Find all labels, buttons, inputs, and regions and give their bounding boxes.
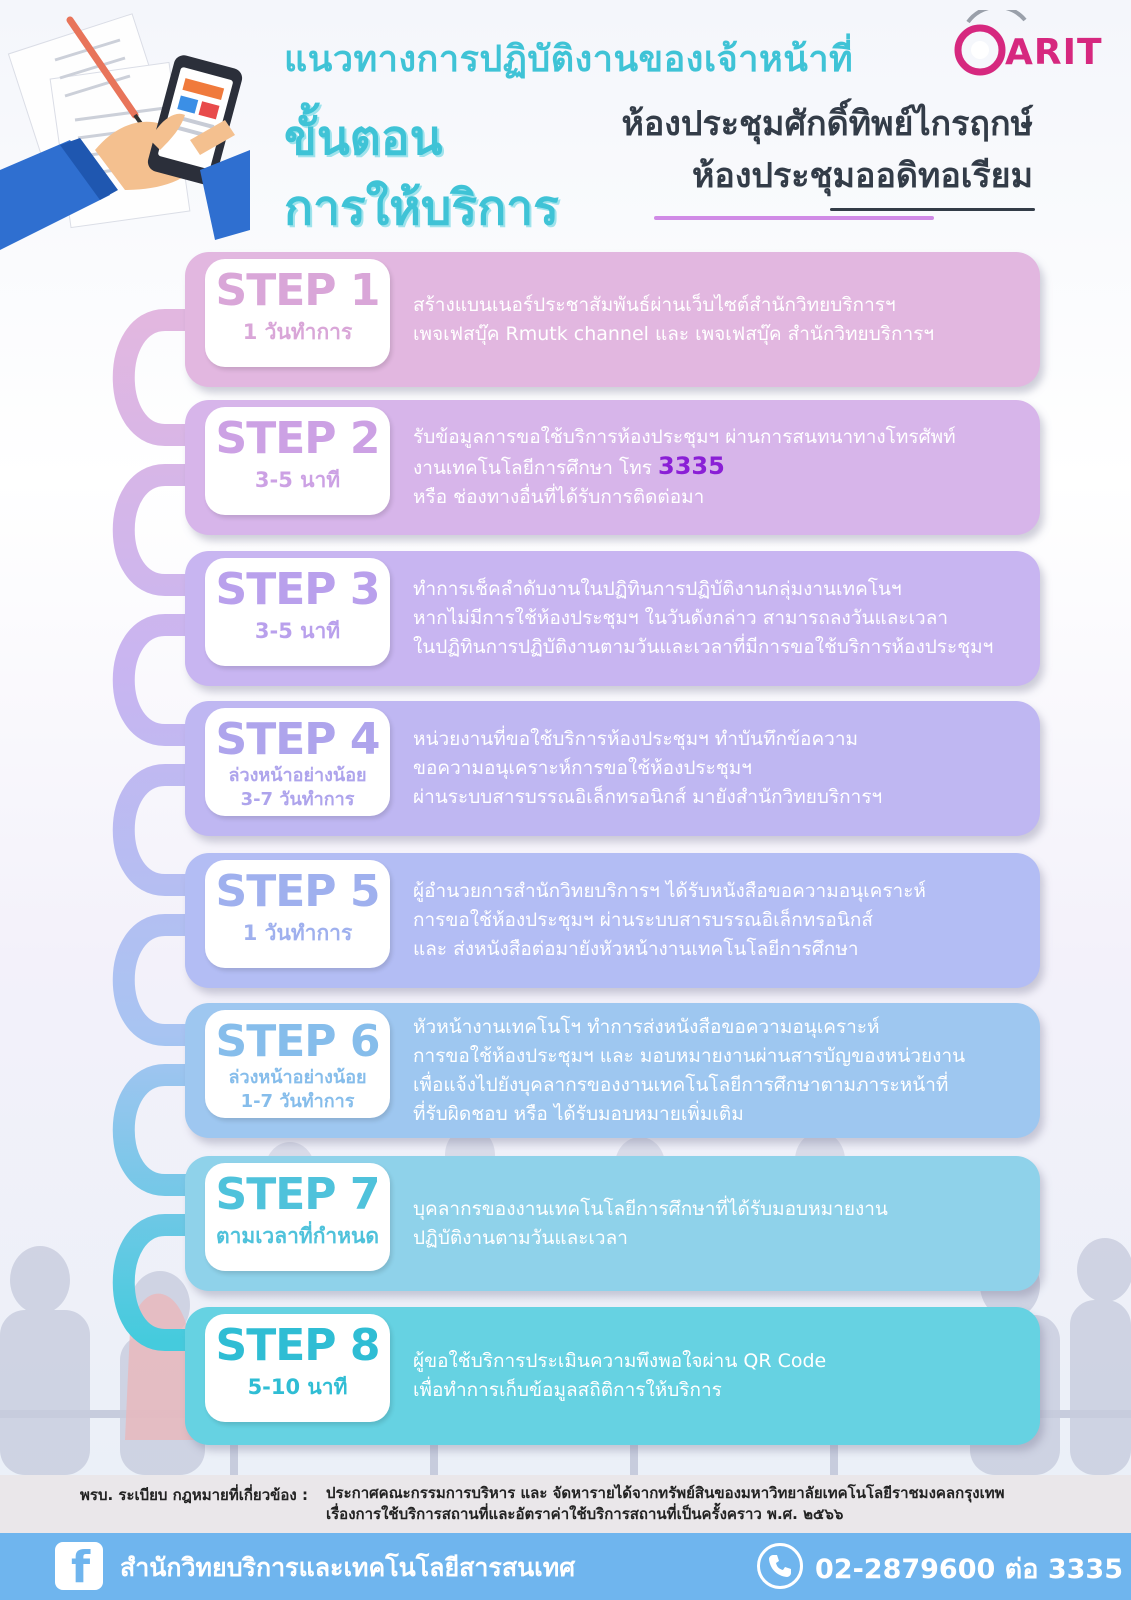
- legal-reference-text: [326, 1483, 1005, 1525]
- step-4-line: หน่วยงานที่ขอใช้บริการห้องประชุมฯ ทำบันทึกข้อความ: [413, 728, 859, 750]
- step-3-duration: 3-5 นาที: [254, 619, 341, 643]
- step-5-line: และ ส่งหนังสือต่อมายังหัวหน้างานเทคโนโลยีการศึกษา: [413, 938, 859, 960]
- step-3-line: หากไม่มีการใช้ห้องประชุมฯ ในวันดังกล่าว สามารถลงวันและเวลา: [413, 607, 949, 629]
- step-7-duration: ตามเวลาที่กำหนด: [215, 1224, 380, 1248]
- step-2-label: STEP 2: [215, 413, 380, 464]
- legal-reference-line1: ประกาศคณะกรรมการบริหาร และ จัดหารายได้จากทรัพย์สินของมหาวิทยาลัยเทคโนโลยีราชมงคลกรุงเทพ: [326, 1484, 1005, 1502]
- step-5-duration: 1 วันทำการ: [242, 921, 353, 945]
- legal-reference-line2: เรื่องการใช้บริการสถานที่และอัตราค่าใช้บริการสถานที่เป็นครั้งคราว พ.ศ. ๒๕๖๖: [326, 1505, 844, 1523]
- step-7-description: [413, 1156, 1022, 1291]
- step-2-line: รับข้อมูลการขอใช้บริการห้องประชุมฯ ผ่านการสนทนาทางโทรศัพท์: [413, 426, 956, 448]
- title-underline-dark: [830, 208, 1035, 211]
- step-6-line: ที่รับผิดชอบ หรือ ได้รับมอบหมายเพิ่มเติม: [413, 1102, 744, 1125]
- step-1-duration: 1 วันทำการ: [242, 320, 353, 344]
- step-7-label: STEP 7: [215, 1169, 380, 1220]
- step-6-card: [185, 1003, 1040, 1138]
- phone-icon: [757, 1543, 803, 1589]
- step-7-card: [185, 1156, 1040, 1291]
- step-8-duration: 5-10 นาที: [247, 1375, 348, 1399]
- contact-phone-number[interactable]: 02-2879600 ต่อ 3335: [815, 1554, 1123, 1585]
- step-1-label: STEP 1: [215, 265, 380, 316]
- step-6-duration-line2: 1-7 วันทำการ: [240, 1091, 355, 1112]
- service-steps-title-line2: การให้บริการ: [284, 180, 559, 236]
- step-8-description: [413, 1307, 1022, 1445]
- room-name-2: ห้องประชุมออดิทอเรียม: [692, 156, 1033, 196]
- step-3-badge: [205, 558, 390, 666]
- step-8-label: STEP 8: [215, 1320, 380, 1371]
- step-7-line: บุคลากรของงานเทคโนโลยีการศึกษาที่ได้รับมอบหมายงาน: [413, 1197, 888, 1220]
- step-1-badge: [205, 259, 390, 367]
- step-4-duration-line1: ล่วงหน้าอย่างน้อย: [228, 765, 367, 786]
- step-1-description: [413, 252, 1022, 387]
- step-3-label: STEP 3: [215, 564, 380, 615]
- step-5-line: ผู้อำนวยการสำนักวิทยบริการฯ ได้รับหนังสือขอความอนุเคราะห์: [413, 880, 926, 902]
- step-6-description: [413, 1003, 1022, 1138]
- step-4-line: ผ่านระบบสารบรรณอิเล็กทรอนิกส์ มายังสำนักวิทยบริการฯ: [413, 786, 883, 808]
- step-5-line: การขอใช้ห้องประชุมฯ ผ่านระบบสารบรรณอิเล็กทรอนิกส์: [413, 909, 873, 931]
- step-6-line: หัวหน้างานเทคโนโฯ ทำการส่งหนังสือขอความอนุเคราะห์: [413, 1015, 880, 1038]
- organization-name-link[interactable]: สำนักวิทยบริการและเทคโนโลยีสารสนเทศ: [120, 1553, 576, 1582]
- step-2-description: [413, 400, 1022, 535]
- step-3-line: ในปฏิทินการปฏิบัติงานตามวันและเวลาที่มีการขอใช้บริการห้องประชุมฯ: [413, 636, 994, 658]
- step-2-card: [185, 400, 1040, 535]
- step-2-duration: 3-5 นาที: [254, 468, 341, 492]
- step-6-label: STEP 6: [215, 1016, 380, 1067]
- step-4-card: [185, 701, 1040, 836]
- step-8-line: ผู้ขอใช้บริการประเมินความพึงพอใจผ่าน QR Code: [413, 1350, 827, 1372]
- room-name-1: ห้องประชุมศักดิ์ทิพย์ไกรฤกษ์: [621, 104, 1033, 144]
- step-2-line: งานเทคโนโลยีการศึกษา โทร: [413, 457, 652, 479]
- step-6-duration-line1: ล่วงหน้าอย่างน้อย: [228, 1067, 367, 1088]
- step-6-badge: [205, 1010, 390, 1118]
- step-8-badge: [205, 1314, 390, 1422]
- step-4-line: ขอความอนุเคราะห์การขอใช้ห้องประชุมฯ: [413, 757, 752, 779]
- step-7-badge: [205, 1163, 390, 1271]
- step-4-label: STEP 4: [215, 714, 380, 765]
- step-1-card: [185, 252, 1040, 387]
- arit-logo-text: ARIT: [1005, 32, 1103, 73]
- phone-extension-highlight: 3335: [658, 452, 725, 480]
- legal-reference-label: พรบ. ระเบียบ กฎหมายที่เกี่ยวข้อง :: [80, 1486, 308, 1504]
- step-5-label: STEP 5: [215, 866, 380, 917]
- step-3-description: [413, 551, 1022, 686]
- legal-reference-bar: [0, 1475, 1131, 1533]
- step-8-line: เพื่อทำการเก็บข้อมูลสถิติการให้บริการ: [413, 1379, 722, 1401]
- step-1-line: สร้างแบนเนอร์ประชาสัมพันธ์ผ่านเว็บไซต์สำนักวิทยบริการฯ: [413, 293, 896, 316]
- step-4-description: [413, 701, 1022, 836]
- hand-phone-illustration: [0, 0, 250, 260]
- step-4-badge: [205, 708, 390, 816]
- step-5-card: [185, 853, 1040, 988]
- step-7-line: ปฏิบัติงานตามวันและเวลา: [413, 1226, 628, 1249]
- step-5-badge: [205, 860, 390, 968]
- contact-footer: [0, 1533, 1131, 1600]
- step-4-duration-line2: 3-7 วันทำการ: [240, 789, 355, 810]
- step-8-card: [185, 1307, 1040, 1445]
- step-3-card: [185, 551, 1040, 686]
- step-3-line: ทำการเช็คลำดับงานในปฏิทินการปฏิบัติงานกลุ่มงานเทคโนฯ: [413, 578, 902, 600]
- title-underline-accent: [654, 216, 934, 220]
- step-1-line: เพจเฟสบุ๊ค Rmutk channel และ เพจเฟสบุ๊ค สำนักวิทยบริการฯ: [413, 322, 935, 345]
- step-6-line: การขอใช้ห้องประชุมฯ และ มอบหมายงานผ่านสารบัญของหน่วยงาน: [413, 1044, 966, 1067]
- step-2-line-phone: [413, 452, 1022, 483]
- page-top-title: แนวทางการปฏิบัติงานของเจ้าหน้าที่: [284, 39, 854, 80]
- step-6-line: เพื่อแจ้งไปยังบุคลากรของงานเทคโนโลยีการศึกษาตามภาระหน้าที่: [413, 1073, 949, 1096]
- step-2-badge: [205, 407, 390, 515]
- step-5-description: [413, 853, 1022, 988]
- facebook-icon[interactable]: f: [55, 1542, 103, 1590]
- service-steps-title-line1: ขั้นตอน: [284, 110, 443, 166]
- step-2-line: หรือ ช่องทางอื่นที่ได้รับการติดต่อมา: [413, 486, 705, 508]
